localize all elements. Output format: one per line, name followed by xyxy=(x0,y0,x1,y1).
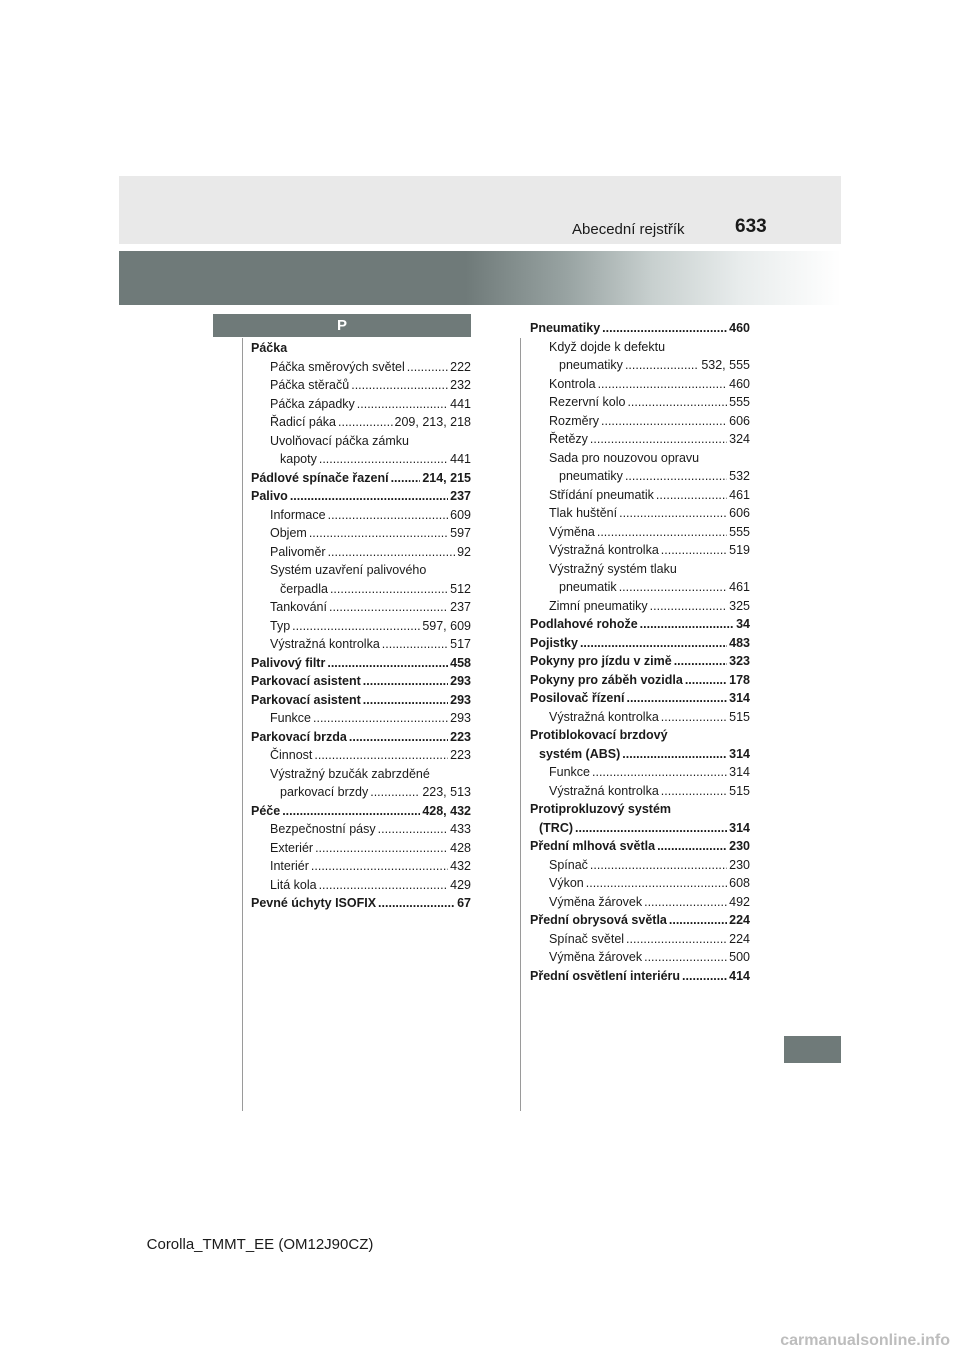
index-entry xyxy=(251,765,471,784)
index-entry xyxy=(530,856,750,875)
dot-leader xyxy=(625,467,727,486)
index-entry-pages: 314 xyxy=(729,691,750,705)
index-entry-pages: 432 xyxy=(450,859,471,873)
index-entry xyxy=(530,911,750,930)
index-entry-term: Přední osvětlení interiéru xyxy=(530,968,681,983)
column-divider-right xyxy=(520,338,521,1111)
dot-leader xyxy=(669,911,727,930)
index-entry-term: Systém uzavření palivového xyxy=(270,563,427,577)
index-entry xyxy=(530,430,750,449)
index-entry-pages: 441 xyxy=(450,396,471,411)
index-entry-pages: 433 xyxy=(450,822,471,836)
index-entry-pages: 323 xyxy=(729,654,750,668)
index-entry-pages: 515 xyxy=(729,783,750,798)
index-entry-pages: 67 xyxy=(457,896,471,910)
index-entry xyxy=(530,375,750,394)
section-title: Abecední rejstřík xyxy=(572,221,685,238)
dot-leader xyxy=(328,543,456,562)
index-entry xyxy=(251,413,471,432)
index-entry xyxy=(251,524,471,543)
index-entry-term: Palivový filtr xyxy=(251,655,326,670)
dot-leader xyxy=(407,358,448,377)
document-code: Corolla_TMMT_EE (OM12J90CZ) xyxy=(146,1236,374,1253)
dot-leader xyxy=(598,375,728,394)
index-entry-term: Střídání pneumatik xyxy=(549,487,654,502)
chapter-tab xyxy=(784,1036,841,1063)
index-entry-pages: 441 xyxy=(450,452,471,466)
index-entry xyxy=(251,857,471,876)
index-entry xyxy=(530,615,750,634)
index-entry-pages: 314 xyxy=(729,765,750,779)
index-entry-term: Funkce xyxy=(270,711,311,725)
index-entry-pages: 606 xyxy=(729,413,750,428)
index-entry xyxy=(530,597,750,616)
index-entry-pages: 483 xyxy=(729,635,750,650)
index-entry-pages: 237 xyxy=(450,489,471,503)
dot-leader xyxy=(622,745,727,764)
index-entry xyxy=(251,746,471,765)
index-entry xyxy=(251,450,471,469)
dot-leader xyxy=(580,634,727,653)
dot-leader xyxy=(626,930,727,949)
index-entry-term: Pádlové spínače řazení xyxy=(251,470,389,485)
index-entry-term: Výstražná kontrolka xyxy=(549,709,659,724)
index-entry xyxy=(251,894,471,913)
index-entry xyxy=(530,800,750,819)
index-entry-pages: 532, 555 xyxy=(701,358,750,372)
index-entry-term: Objem xyxy=(270,526,307,540)
index-entry xyxy=(251,672,471,691)
dot-leader xyxy=(391,469,421,488)
index-entry xyxy=(251,395,471,414)
index-entry-pages: 458 xyxy=(450,655,471,670)
index-entry xyxy=(251,617,471,636)
index-entry-term: Činnost xyxy=(270,748,313,762)
index-entry-term: Přední obrysová světla xyxy=(530,913,667,927)
dot-leader xyxy=(590,856,727,875)
dot-leader xyxy=(378,894,455,913)
dot-leader xyxy=(349,728,448,747)
index-entry-term: Informace xyxy=(270,507,326,522)
dot-leader xyxy=(586,874,727,893)
index-entry-pages: 34 xyxy=(736,617,750,631)
index-entry xyxy=(251,561,471,580)
dot-leader xyxy=(328,506,449,525)
index-entry-term: Typ xyxy=(270,618,291,633)
dot-leader xyxy=(575,819,727,838)
index-entry-term: Protiprokluzový systém xyxy=(530,802,672,816)
index-entry xyxy=(251,598,471,617)
dot-leader xyxy=(661,782,727,801)
index-entry-term: Funkce xyxy=(549,765,590,779)
dot-leader xyxy=(685,671,727,690)
dot-leader xyxy=(311,857,448,876)
index-entry-pages: 293 xyxy=(450,692,471,707)
dot-leader xyxy=(601,412,727,431)
dot-leader xyxy=(619,578,727,597)
index-entry-pages: 293 xyxy=(450,674,471,688)
dot-leader xyxy=(357,395,448,414)
index-letter-header: P xyxy=(213,314,471,337)
index-entry-pages: 606 xyxy=(729,506,750,520)
dot-leader xyxy=(351,376,448,395)
index-entry-term: Palivo xyxy=(251,489,288,503)
index-entry-pages: 230 xyxy=(729,857,750,872)
dot-leader xyxy=(382,635,448,654)
dot-leader xyxy=(644,948,727,967)
index-entry-pages: 325 xyxy=(729,598,750,613)
index-entry-term: Řadicí páka xyxy=(270,415,337,429)
index-entry-term: Výměna xyxy=(549,524,595,539)
dot-leader xyxy=(290,487,448,506)
index-entry-term: Tlak huštění xyxy=(549,506,618,520)
dot-leader xyxy=(592,763,727,782)
index-entry-term: Páčka západky xyxy=(270,396,355,411)
dot-leader xyxy=(682,967,727,986)
dot-leader xyxy=(309,524,448,543)
index-entry-term: Palivoměr xyxy=(270,544,326,559)
dot-leader xyxy=(650,597,727,616)
index-entry-pages: 178 xyxy=(729,672,750,687)
index-entry-pages: 608 xyxy=(729,876,750,890)
index-entry-term: Přední mlhová světla xyxy=(530,839,656,853)
index-column-right xyxy=(530,319,750,985)
index-entry-pages: 222 xyxy=(450,359,471,374)
index-entry xyxy=(251,654,471,673)
index-entry-term: Sada pro nouzovou opravu xyxy=(549,450,700,465)
dot-leader xyxy=(315,839,448,858)
index-entry xyxy=(530,634,750,653)
index-entry-term: Rezervní kolo xyxy=(549,395,626,409)
index-entry xyxy=(530,874,750,893)
index-entry xyxy=(251,635,471,654)
index-entry xyxy=(530,967,750,986)
index-entry xyxy=(530,819,750,838)
dot-leader xyxy=(602,319,727,338)
index-entry xyxy=(251,358,471,377)
index-entry-term: Pevné úchyty ISOFIX xyxy=(251,896,377,910)
dot-leader xyxy=(370,783,420,802)
dot-leader xyxy=(282,802,420,821)
index-entry xyxy=(530,689,750,708)
index-entry-pages: 517 xyxy=(450,637,471,651)
index-entry xyxy=(251,339,471,358)
dot-leader xyxy=(329,598,448,617)
index-entry-pages: 460 xyxy=(729,376,750,391)
index-entry-term: parkovací brzdy xyxy=(280,785,369,799)
index-entry-term: Výměna žárovek xyxy=(549,894,643,909)
index-entry-pages: 492 xyxy=(729,894,750,909)
index-entry-pages: 209, 213, 218 xyxy=(394,415,471,429)
index-entry xyxy=(530,893,750,912)
index-entry-term: Rozměry xyxy=(549,413,600,428)
index-entry-term: Výstražná kontrolka xyxy=(270,637,380,651)
index-entry xyxy=(251,469,471,488)
index-entry-pages: 597, 609 xyxy=(422,618,471,633)
index-entry-pages: 314 xyxy=(729,746,750,761)
index-entry-term: čerpadla xyxy=(280,581,328,596)
index-entry-term: Litá kola xyxy=(270,877,317,892)
index-entry-term: Výstražná kontrolka xyxy=(549,783,659,798)
index-entry-term: Páčka směrových světel xyxy=(270,359,405,374)
index-entry xyxy=(251,376,471,395)
index-entry xyxy=(530,504,750,523)
index-entry-pages: 460 xyxy=(729,321,750,335)
index-entry xyxy=(530,319,750,338)
index-entry xyxy=(251,543,471,562)
index-entry xyxy=(251,876,471,895)
index-entry-term: Spínač světel xyxy=(549,931,625,946)
index-entry xyxy=(530,652,750,671)
index-entry-term: Parkovací brzda xyxy=(251,729,347,744)
dot-leader xyxy=(313,709,448,728)
index-entry-term: Zimní pneumatiky xyxy=(549,598,648,613)
index-entry-term: Bezpečnostní pásy xyxy=(270,822,376,836)
index-entry-pages: 223 xyxy=(450,748,471,762)
index-entry-term: Parkovací asistent xyxy=(251,674,361,688)
index-entry-term: kapoty xyxy=(280,452,317,466)
index-entry-pages: 461 xyxy=(729,580,750,594)
column-divider-left xyxy=(242,338,243,1111)
index-entry-pages: 232 xyxy=(450,378,471,392)
index-entry xyxy=(251,432,471,451)
index-entry-pages: 214, 215 xyxy=(422,470,471,485)
index-entry-pages: 515 xyxy=(729,709,750,724)
index-entry xyxy=(251,580,471,599)
index-entry-term: (TRC) xyxy=(539,820,574,835)
header-band xyxy=(119,176,841,244)
dot-leader xyxy=(319,450,448,469)
index-entry-pages: 461 xyxy=(729,487,750,502)
page-number: 633 xyxy=(735,216,767,237)
index-entry xyxy=(530,412,750,431)
index-entry-pages: 314 xyxy=(729,820,750,835)
dot-leader xyxy=(292,617,420,636)
index-entry-term: Řetězy xyxy=(549,432,588,446)
index-entry xyxy=(530,338,750,357)
index-entry-pages: 223, 513 xyxy=(422,785,471,799)
dot-leader xyxy=(657,837,727,856)
index-entry xyxy=(251,802,471,821)
index-entry-term: systém (ABS) xyxy=(539,746,621,761)
index-entry-term: Výměna žárovek xyxy=(549,950,643,964)
dot-leader xyxy=(656,486,727,505)
index-entry-term: Když dojde k defektu xyxy=(549,339,666,354)
index-entry-term: Podlahové rohože xyxy=(530,617,638,631)
index-entry xyxy=(530,708,750,727)
index-entry-term: Výstražný systém tlaku xyxy=(549,561,677,576)
index-entry-pages: 519 xyxy=(729,543,750,557)
dot-leader xyxy=(661,708,727,727)
index-entry xyxy=(251,783,471,802)
index-entry-pages: 532 xyxy=(729,469,750,483)
index-entry-term: Posilovač řízení xyxy=(530,691,625,705)
index-entry-term: Pokyny pro jízdu v zimě xyxy=(530,654,672,668)
dot-leader xyxy=(363,672,448,691)
index-entry xyxy=(530,356,750,375)
index-entry-term: pneumatiky xyxy=(559,469,623,483)
dot-leader xyxy=(674,652,727,671)
index-entry xyxy=(251,820,471,839)
index-entry-pages: 597 xyxy=(450,526,471,540)
index-entry-term: Uvolňovací páčka zámku xyxy=(270,433,409,448)
index-entry xyxy=(530,948,750,967)
index-entry xyxy=(530,745,750,764)
index-entry-term: Péče xyxy=(251,803,281,818)
index-entry xyxy=(251,839,471,858)
index-entry-term: pneumatik xyxy=(559,580,617,594)
index-entry xyxy=(251,709,471,728)
index-entry xyxy=(251,728,471,747)
dot-leader xyxy=(661,541,727,560)
index-entry xyxy=(530,467,750,486)
index-entry-pages: 230 xyxy=(729,839,750,853)
index-entry xyxy=(530,523,750,542)
dot-leader xyxy=(327,654,448,673)
index-entry-pages: 92 xyxy=(457,544,471,559)
index-column-left xyxy=(251,339,471,913)
index-entry xyxy=(530,578,750,597)
index-entry xyxy=(530,449,750,468)
index-entry-pages: 609 xyxy=(450,507,471,522)
index-entry xyxy=(530,782,750,801)
index-entry xyxy=(530,930,750,949)
index-entry-term: Tankování xyxy=(270,600,327,614)
index-entry-pages: 429 xyxy=(450,877,471,892)
index-entry-term: Interiér xyxy=(270,859,309,873)
dot-leader xyxy=(319,876,449,895)
index-entry-term: Exteriér xyxy=(270,840,314,855)
index-entry-term: Pojistky xyxy=(530,635,578,650)
index-entry-pages: 428 xyxy=(450,840,471,855)
dot-leader xyxy=(314,746,448,765)
index-entry-pages: 555 xyxy=(729,395,750,409)
index-entry xyxy=(530,486,750,505)
dot-leader xyxy=(378,820,449,839)
index-entry-term: Pneumatiky xyxy=(530,321,601,335)
index-entry-pages: 500 xyxy=(729,950,750,964)
index-entry-pages: 428, 432 xyxy=(422,803,471,818)
index-entry-pages: 224 xyxy=(729,931,750,946)
index-entry-term: Protiblokovací brzdový xyxy=(530,728,668,742)
index-entry xyxy=(530,560,750,579)
index-entry-term: Pokyny pro záběh vozidla xyxy=(530,672,683,687)
index-entry xyxy=(251,691,471,710)
index-entry-term: Spínač xyxy=(549,857,588,872)
dot-leader xyxy=(619,504,727,523)
dot-leader xyxy=(627,393,727,412)
index-entry-pages: 224 xyxy=(729,913,750,927)
index-entry xyxy=(251,487,471,506)
index-entry-term: Parkovací asistent xyxy=(251,692,361,707)
dot-leader xyxy=(338,413,393,432)
decorative-gradient-bar xyxy=(119,251,841,305)
index-entry-term: pneumatiky xyxy=(559,358,623,372)
dot-leader xyxy=(626,689,727,708)
dot-leader xyxy=(625,356,699,375)
index-entry-term: Výstražný bzučák zabrzděné xyxy=(270,766,430,781)
index-entry-pages: 324 xyxy=(729,432,750,446)
index-entry-term: Páčka xyxy=(251,341,288,355)
index-entry xyxy=(530,541,750,560)
index-entry-pages: 223 xyxy=(450,729,471,744)
watermark: carmanualsonline.info xyxy=(780,1332,950,1349)
dot-leader xyxy=(597,523,727,542)
dot-leader xyxy=(640,615,734,634)
index-entry-term: Kontrola xyxy=(549,376,596,391)
index-entry xyxy=(530,837,750,856)
index-entry-pages: 555 xyxy=(729,524,750,539)
index-entry-term: Páčka stěračů xyxy=(270,378,350,392)
index-entry xyxy=(530,763,750,782)
index-entry-pages: 414 xyxy=(729,968,750,983)
index-entry xyxy=(251,506,471,525)
index-entry-term: Výstražná kontrolka xyxy=(549,543,659,557)
index-entry-term: Výkon xyxy=(549,876,584,890)
index-entry-pages: 237 xyxy=(450,600,471,614)
dot-leader xyxy=(363,691,448,710)
index-entry-pages: 512 xyxy=(450,581,471,596)
index-entry xyxy=(530,671,750,690)
dot-leader xyxy=(644,893,727,912)
index-entry xyxy=(530,726,750,745)
dot-leader xyxy=(330,580,448,599)
index-entry-pages: 293 xyxy=(450,711,471,725)
dot-leader xyxy=(590,430,727,449)
index-entry xyxy=(530,393,750,412)
